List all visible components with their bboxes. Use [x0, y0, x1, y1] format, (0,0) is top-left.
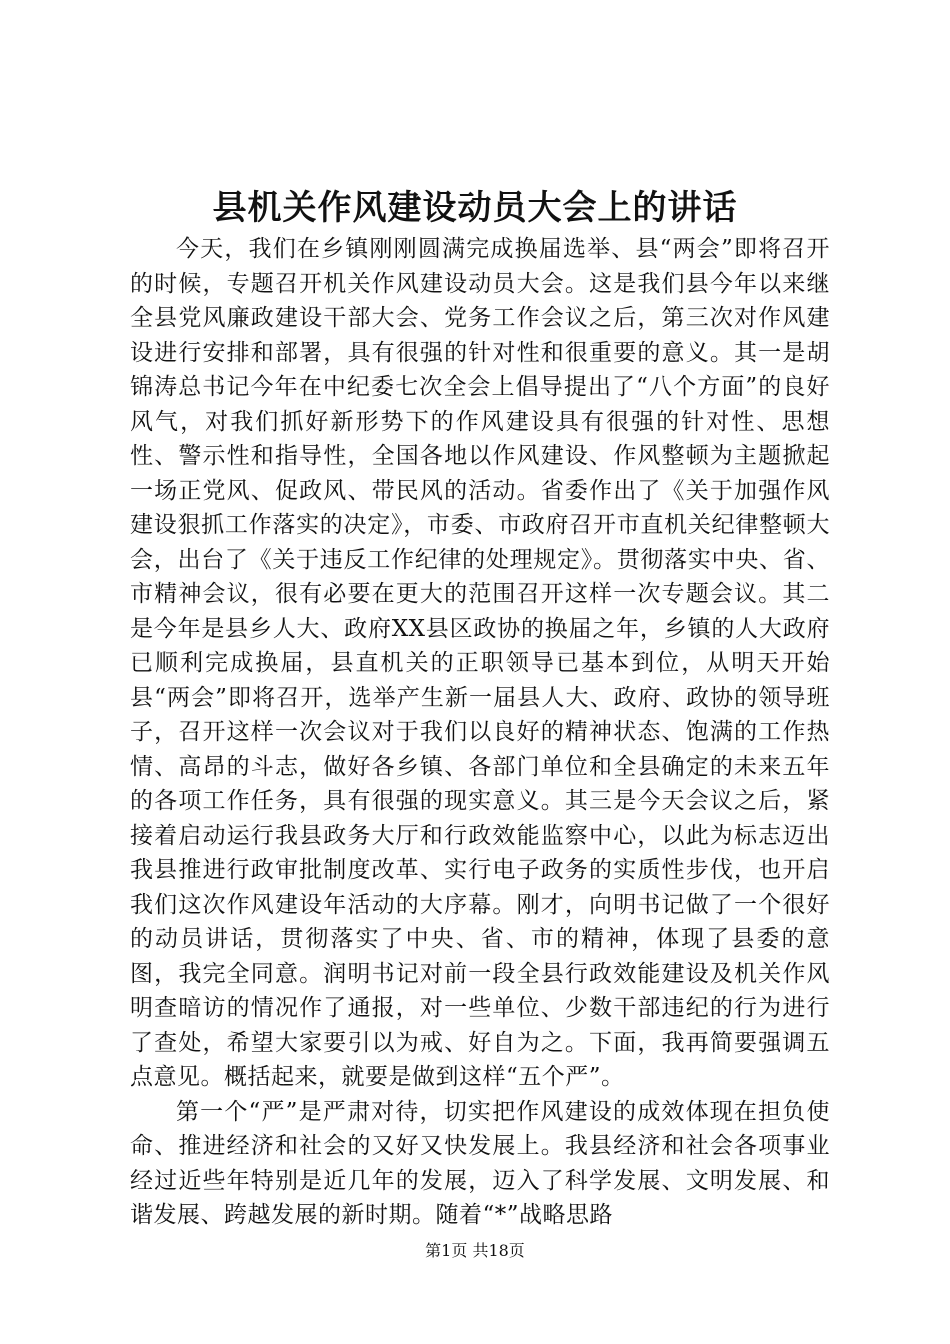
body-paragraph-1: 今天，我们在乡镇刚刚圆满完成换届选举、县“两会”即将召开的时候，专题召开机关作风建设动员大会。这是我们县今年以来继全县党风廉政建设干部大会、党务工作会议之后，第三次对作风建设进行安排和部署，具有很强的针对性和很重要的意义。其一是胡锦涛总书记今年在中纪委七次全会上倡导提出了“八个方面”的良好风气，对我们抓好新形势下的作风建设具有很强的针对性、思想性、警示性和指导性，全国各地以作风建设、作风整顿为主题掀起一场正党风、促政风、带民风的活动。省委作出了《关于加强作风建设狠抓工作落实的决定》，市委、市政府召开市直机关纪律整顿大会，出台了《关于违反工作纪律的处理规定》。贯彻落实中央、省、市精神会议，很有必要在更大的范围召开这样一次专题会议。其二是今年是县乡人大、政府XX县区政协的换届之年，乡镇的人大政府已顺利完成换届，县直机关的正职领导已基本到位，从明天开始县“两会”即将召开，选举产生新一届县人大、政府、政协的领导班子，召开这样一次会议对于我们以良好的精神状态、饱满的工作热情、高昂的斗志，做好各乡镇、各部门单位和全县确定的未来五年的各项工作任务，具有很强的现实意义。其三是今天会议之后，紧接着启动运行我县政务大厅和行政效能监察中心，以此为标志迈出我县推进行政审批制度改革、实行电子政务的实质性步伐，也开启我们这次作风建设年活动的大序幕。刚才，向明书记做了一个很好的动员讲话，贯彻落实了中央、省、市的精神，体现了县委的意图，我完全同意。润明书记对前一段全县行政效能建设及机关作风明查暗访的情况作了通报，对一些单位、少数干部违纪的行为进行了查处，希望大家要引以为戒、好自为之。下面，我再简要强调五点意见。概括起来，就要是做到这样“五个严”。: [130, 236, 830, 1090]
page-footer: 第1页 共18页: [425, 1241, 525, 1260]
document-title: 县机关作风建设动员大会上的讲话: [212, 188, 738, 228]
body-paragraph-2: 第一个“严”是严肃对待，切实把作风建设的成效体现在担负使命、推进经济和社会的又好又快发展上。我县经济和社会各项事业经过近些年特别是近几年的发展，迈入了科学发展、文明发展、和谐发展、跨越发展的新时期。随着“*”战略思路: [130, 1098, 830, 1228]
document-body: [130, 232, 830, 1233]
